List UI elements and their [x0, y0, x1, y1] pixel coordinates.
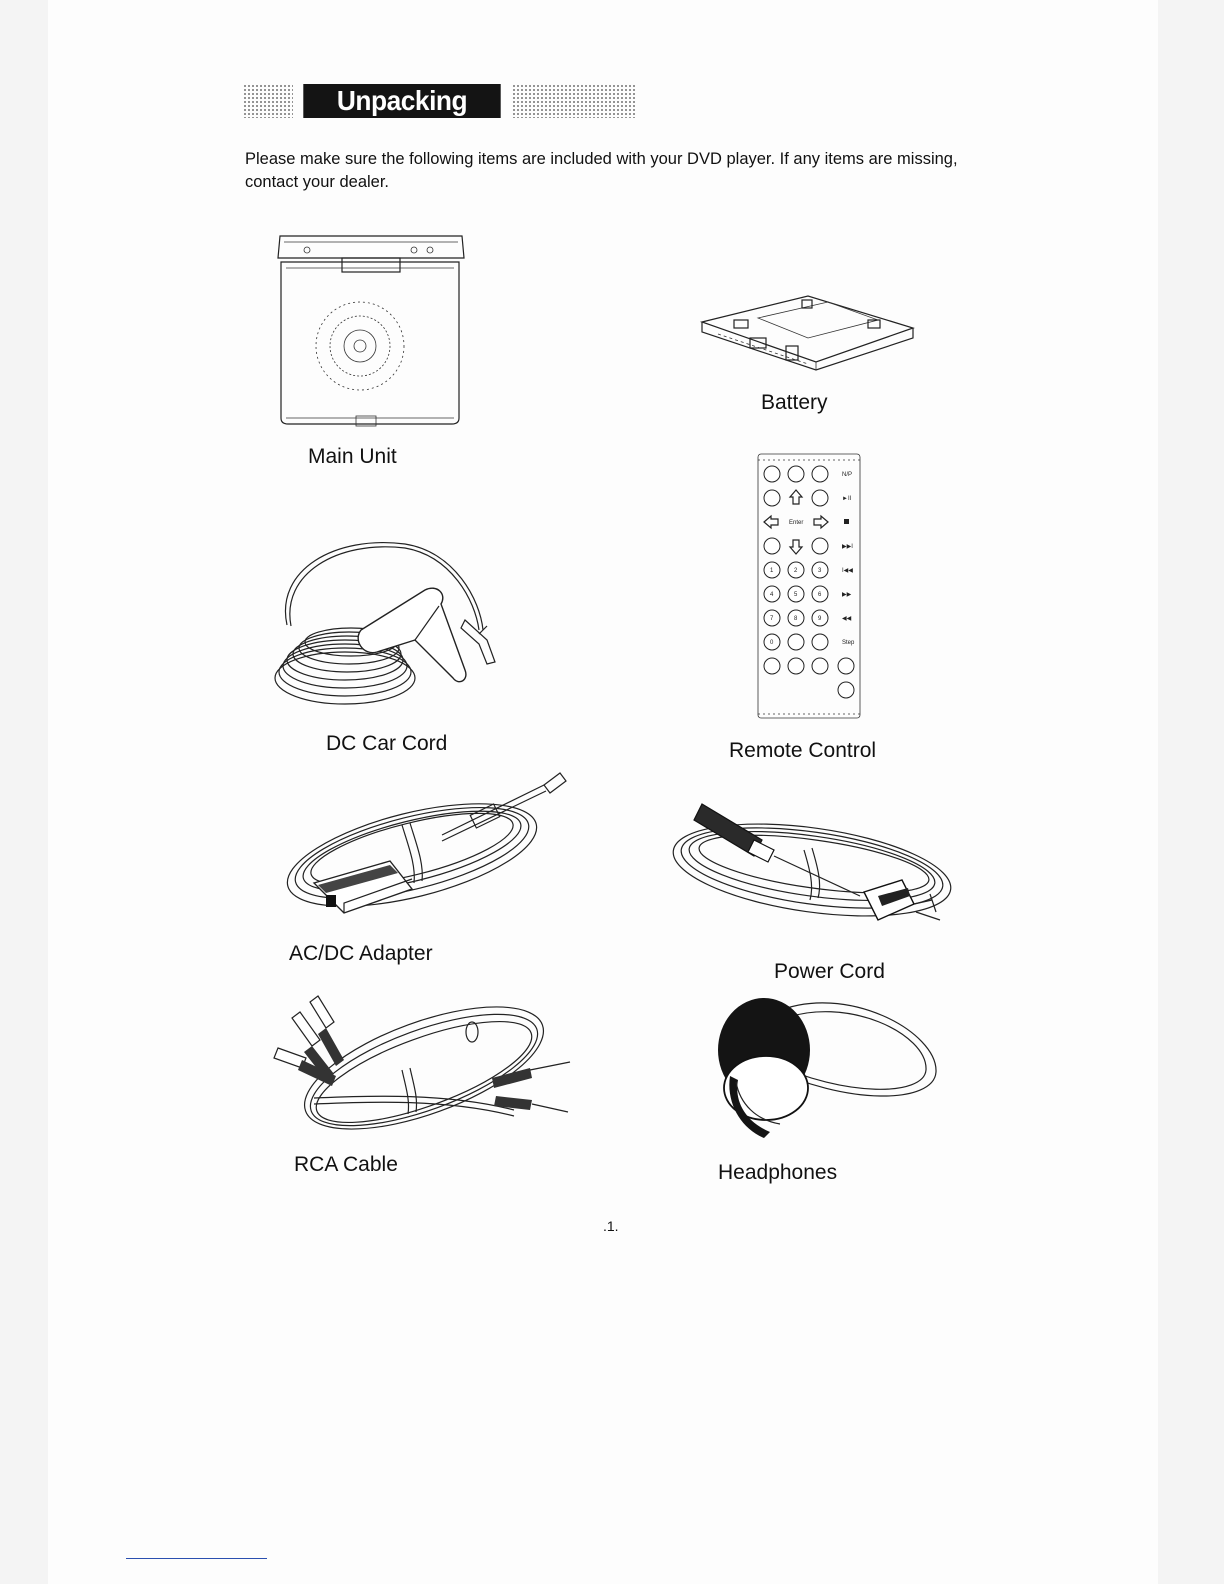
battery-label: Battery — [761, 391, 828, 414]
power-cord-label: Power Cord — [774, 960, 885, 983]
svg-text:I◀◀: I◀◀ — [842, 568, 853, 574]
svg-text:▶▶I: ▶▶I — [842, 544, 853, 550]
dc-car-cord-label: DC Car Cord — [326, 732, 448, 755]
svg-text:◀◀: ◀◀ — [842, 616, 852, 622]
svg-text:5: 5 — [794, 592, 798, 598]
remote-control-label: Remote Control — [729, 739, 877, 762]
dc-car-cord-illustration — [265, 530, 505, 715]
svg-text:N/P: N/P — [842, 472, 853, 478]
svg-text:1: 1 — [770, 568, 774, 574]
main-unit-label: Main Unit — [308, 445, 397, 468]
section-title: Unpacking — [303, 84, 500, 118]
intro-text: Please make sure the following items are included with your DVD player. If any items are missing, contact your dealer. — [245, 150, 958, 191]
svg-text:0: 0 — [770, 640, 774, 646]
remote-control-illustration — [756, 452, 864, 722]
headphones-illustration — [706, 992, 942, 1142]
headphones-label: Headphones — [718, 1161, 838, 1184]
power-cord-illustration — [664, 800, 959, 935]
svg-text:6: 6 — [818, 592, 822, 598]
svg-text:Enter: Enter — [789, 520, 804, 526]
ac-dc-adapter-label: AC/DC Adapter — [289, 942, 433, 965]
svg-text:►II: ►II — [842, 496, 852, 502]
header-dots-left — [243, 84, 293, 118]
svg-text:2: 2 — [794, 568, 798, 574]
svg-text:3: 3 — [818, 568, 822, 574]
svg-text:▶▶: ▶▶ — [842, 592, 852, 598]
rca-cable-illustration — [274, 988, 574, 1128]
header-dots-right — [512, 84, 636, 118]
footer-line — [126, 1558, 267, 1559]
svg-text:Step: Step — [842, 640, 855, 646]
svg-text:9: 9 — [818, 616, 822, 622]
battery-illustration — [698, 290, 923, 375]
svg-text:8: 8 — [794, 616, 798, 622]
ac-dc-adapter-illustration — [282, 765, 572, 920]
rca-cable-label: RCA Cable — [294, 1153, 398, 1176]
manual-page — [48, 0, 1158, 1584]
svg-text:7: 7 — [770, 616, 774, 622]
svg-text:4: 4 — [770, 592, 774, 598]
page-number: .1. — [603, 1218, 619, 1234]
main-unit-illustration — [272, 228, 472, 433]
